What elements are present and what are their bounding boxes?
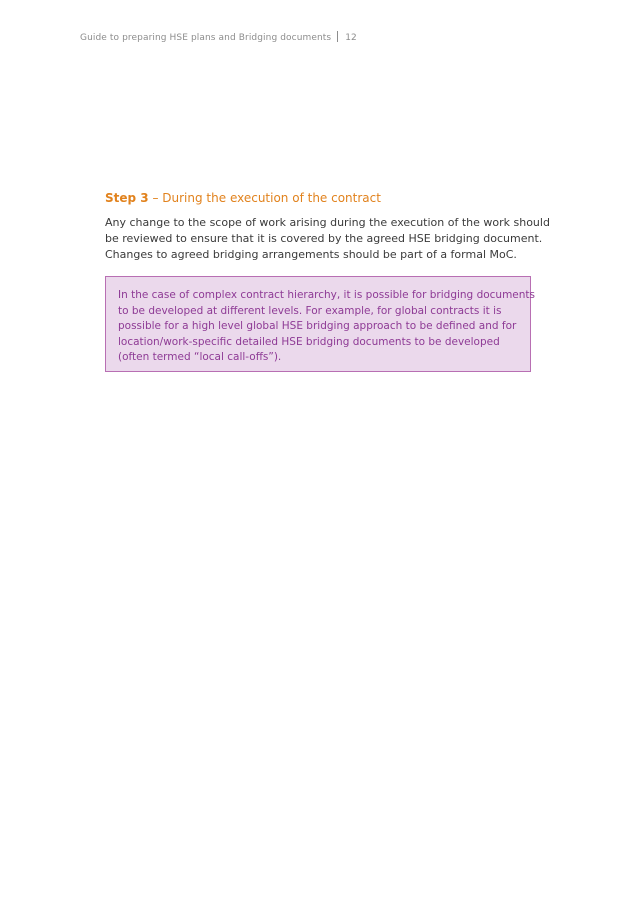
callout-line: to be developed at different levels. For example, for global contracts it is xyxy=(118,304,502,317)
callout-text xyxy=(118,288,535,366)
document-title: Guide to preparing HSE plans and Bridging documents xyxy=(80,33,332,43)
header-separator xyxy=(337,31,338,42)
body-paragraph xyxy=(105,215,550,263)
body-line: Any change to the scope of work arising during the execution of the work should xyxy=(105,216,550,229)
step-label: Step 3 xyxy=(105,191,149,205)
running-header xyxy=(80,31,357,43)
body-line: be reviewed to ensure that it is covered by the agreed HSE bridging document. xyxy=(105,232,543,245)
callout-line: In the case of complex contract hierarchy, it is possible for bridging documents xyxy=(118,289,536,301)
body-line: Changes to agreed bridging arrangements should be part of a formal MoC. xyxy=(105,248,517,261)
callout-box xyxy=(105,276,536,372)
step-title: During the execution of the contract xyxy=(162,191,381,205)
callout-line: (often termed “local call-offs”). xyxy=(118,351,282,364)
callout-line: location/work-specific detailed HSE bridging documents to be developed xyxy=(118,335,500,348)
step-heading xyxy=(105,191,381,205)
step-dash: – xyxy=(148,191,163,205)
page-number: 12 xyxy=(345,33,357,43)
callout-line: possible for a high level global HSE bridging approach to be defined and for xyxy=(118,320,517,333)
